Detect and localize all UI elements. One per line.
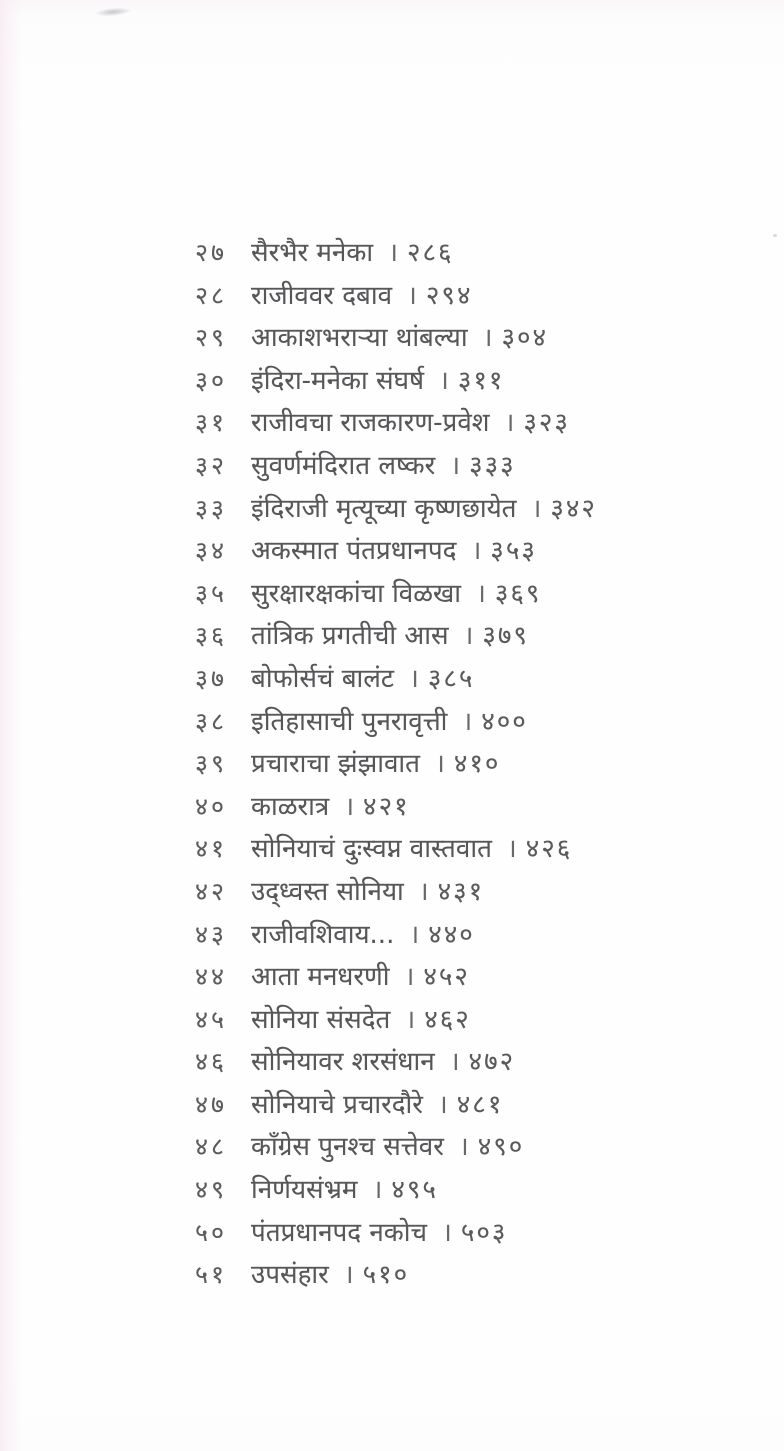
toc-entry: [195, 402, 597, 445]
chapter-number: ४५: [195, 1004, 228, 1034]
chapter-page-number: ४३१: [437, 876, 485, 907]
chapter-number: ५१: [195, 1260, 228, 1290]
chapter-page-number: ५०३: [460, 1217, 508, 1248]
chapter-page-number: ३४२: [550, 493, 597, 524]
danda-separator: ।: [407, 280, 417, 311]
chapter-page-number: ४२६: [525, 834, 573, 865]
toc-list: [195, 232, 597, 1297]
chapter-page-number: ४९५: [391, 1175, 438, 1206]
toc-entry: [195, 445, 597, 488]
danda-separator: ।: [482, 323, 493, 354]
toc-entry: [195, 488, 597, 531]
chapter-page-number: ४२१: [363, 791, 410, 822]
chapter-title: पंतप्रधानपद नकोच: [251, 1217, 428, 1248]
chapter-title: सोनियावर शरसंधान: [251, 1047, 435, 1078]
toc-entry: [195, 530, 597, 573]
danda-separator: ।: [462, 706, 473, 737]
scan-smudge-artifact: [95, 6, 132, 17]
chapter-number: ३४: [195, 536, 228, 566]
danda-separator: ।: [458, 1132, 469, 1163]
chapter-title: सैरभैर मनेका: [251, 238, 374, 268]
toc-entry: [195, 956, 597, 999]
danda-separator: ।: [418, 876, 429, 907]
toc-entry: [195, 786, 597, 829]
chapter-title: काँग्रेस पुनश्च सत्तेवर: [251, 1132, 444, 1163]
toc-entry: [195, 743, 597, 786]
danda-separator: ।: [476, 578, 486, 609]
chapter-page-number: २८६: [406, 238, 454, 268]
toc-entry: [195, 232, 597, 275]
chapter-title: उद्ध्वस्त सोनिया: [251, 876, 404, 907]
toc-entry: [195, 914, 597, 957]
chapter-page-number: ३११: [457, 365, 505, 396]
danda-separator: ।: [404, 962, 415, 993]
chapter-number: ३०: [195, 365, 228, 395]
danda-separator: ।: [463, 621, 474, 652]
toc-entry: [195, 999, 597, 1042]
chapter-title: तांत्रिक प्रगतीची आस: [251, 621, 449, 652]
chapter-page-number: ३६९: [494, 578, 542, 609]
chapter-number: ३९: [195, 749, 228, 779]
toc-entry: [195, 1041, 597, 1084]
chapter-title: सुरक्षारक्षकांचा विळखा: [251, 578, 462, 609]
toc-entry: [195, 1254, 597, 1297]
chapter-title: सोनियाचे प्रचारदौरे: [251, 1089, 423, 1120]
chapter-title: सोनियाचं दुःस्वप्न वास्तवात: [251, 834, 492, 865]
chapter-title: आता मनधरणी: [251, 962, 390, 993]
danda-separator: ।: [450, 450, 461, 481]
chapter-title: राजीववर दबाव: [251, 280, 393, 311]
chapter-page-number: ४८१: [456, 1089, 504, 1120]
chapter-page-number: ४६२: [424, 1004, 471, 1035]
chapter-number: ४८: [195, 1132, 228, 1162]
danda-separator: ।: [442, 1217, 452, 1248]
danda-separator: ।: [506, 834, 517, 865]
chapter-number: २८: [195, 280, 228, 310]
chapter-number: ३६: [195, 621, 228, 651]
paper-edge-tint-left: [0, 0, 22, 1451]
chapter-page-number: ३३३: [469, 450, 516, 481]
chapter-page-number: २९४: [425, 280, 473, 311]
chapter-title: इतिहासाची पुनरावृत्ती: [251, 706, 448, 737]
chapter-number: ४२: [195, 876, 228, 906]
chapter-number: ३१: [195, 408, 228, 438]
chapter-page-number: ४९०: [477, 1132, 525, 1163]
chapter-number: ४७: [195, 1089, 228, 1119]
chapter-title: सुवर्णमंदिरात लष्कर: [251, 450, 436, 481]
chapter-title: काळरात्र: [251, 791, 330, 822]
danda-separator: ।: [343, 1260, 354, 1291]
chapter-title: राजीवचा राजकारण-प्रवेश: [251, 408, 490, 439]
chapter-number: ४४: [195, 962, 228, 992]
chapter-page-number: ३८५: [427, 663, 475, 694]
chapter-title: अकस्मात पंतप्रधानपद: [251, 536, 457, 567]
toc-entry: [195, 871, 597, 914]
danda-separator: ।: [438, 365, 449, 396]
chapter-page-number: ३०४: [501, 323, 549, 354]
danda-separator: ।: [409, 663, 419, 694]
danda-separator: ।: [449, 1047, 460, 1078]
chapter-number: ३३: [195, 493, 228, 523]
chapter-number: ४६: [195, 1047, 228, 1077]
chapter-number: ३५: [195, 578, 228, 608]
toc-entry: [195, 701, 597, 744]
toc-entry: [195, 1169, 597, 1212]
chapter-number: ३८: [195, 706, 228, 736]
scan-speck-artifact: [773, 234, 777, 237]
toc-entry: [195, 1084, 597, 1127]
chapter-number: ५०: [195, 1217, 228, 1247]
danda-separator: ।: [471, 536, 482, 567]
chapter-page-number: ४४०: [428, 919, 475, 950]
toc-entry: [195, 615, 597, 658]
chapter-page-number: ४७२: [468, 1047, 516, 1078]
chapter-page-number: ४५२: [423, 962, 470, 993]
chapter-page-number: ३७९: [482, 621, 529, 652]
chapter-title: राजीवशिवाय...: [251, 919, 395, 950]
chapter-number: ४१: [195, 834, 228, 864]
danda-separator: ।: [372, 1175, 383, 1206]
chapter-title: प्रचाराचा झंझावात: [251, 749, 420, 780]
chapter-page-number: ३५३: [490, 536, 537, 567]
chapter-number: २७: [195, 238, 228, 267]
chapter-number: ४३: [195, 919, 228, 949]
chapter-number: २९: [195, 323, 228, 353]
toc-entry: [195, 1212, 597, 1255]
danda-separator: ।: [344, 791, 355, 822]
chapter-number: ४९: [195, 1175, 228, 1205]
chapter-number: ३७: [195, 663, 228, 693]
toc-entry: [195, 275, 597, 318]
chapter-title: बोफोर्सचं बालंट: [251, 663, 395, 694]
chapter-number: ३२: [195, 450, 228, 480]
chapter-title: उपसंहार: [251, 1260, 329, 1291]
chapter-title: आकाशभराऱ्या थांबल्या: [251, 323, 468, 354]
chapter-page-number: ४००: [481, 706, 528, 737]
danda-separator: ।: [437, 1089, 448, 1120]
chapter-title: सोनिया संसदेत: [251, 1004, 391, 1035]
toc-entry: [195, 573, 597, 616]
chapter-page-number: ३२३: [523, 408, 570, 439]
toc-entry: [195, 828, 597, 871]
chapter-title: निर्णयसंभ्रम: [251, 1175, 358, 1206]
chapter-number: ४०: [195, 791, 228, 821]
toc-entry: [195, 658, 597, 701]
chapter-page-number: ४१०: [453, 749, 501, 780]
chapter-title: इंदिरा-मनेका संघर्ष: [251, 365, 424, 396]
danda-separator: ।: [388, 238, 398, 268]
toc-entry: [195, 317, 597, 360]
danda-separator: ।: [405, 1004, 416, 1035]
toc-entry: [195, 360, 597, 403]
danda-separator: ।: [531, 493, 542, 524]
chapter-page-number: ५१०: [362, 1260, 410, 1291]
danda-separator: ।: [409, 919, 420, 950]
toc-entry: [195, 1126, 597, 1169]
danda-separator: ।: [434, 749, 445, 780]
chapter-title: इंदिराजी मृत्यूच्या कृष्णछायेत: [251, 493, 517, 524]
danda-separator: ।: [504, 408, 515, 439]
